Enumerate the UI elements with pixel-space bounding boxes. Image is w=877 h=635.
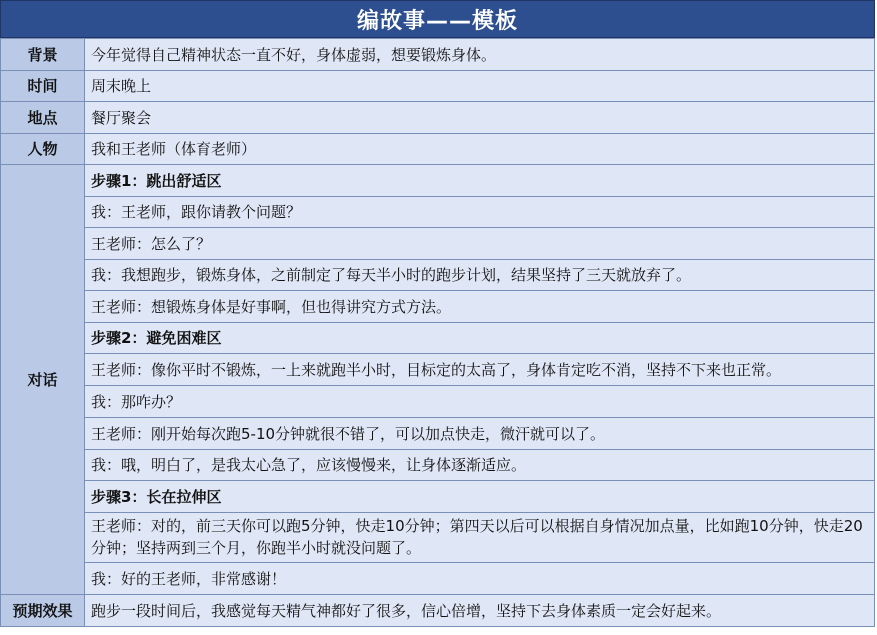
dialogue-line[interactable]: 我：哦，明白了，是我太心急了，应该慢慢来，让身体逐渐适应。: [85, 449, 875, 481]
dialogue-row: [1, 417, 875, 449]
value-background[interactable]: 今年觉得自己精神状态一直不好，身体虚弱，想要锻炼身体。: [85, 39, 875, 71]
value-time[interactable]: 周末晚上: [85, 70, 875, 102]
row-place: [1, 102, 875, 134]
dialogue-row: [1, 354, 875, 386]
dialogue-step-1[interactable]: 步骤1：跳出舒适区: [85, 165, 875, 197]
label-expected: 预期效果: [1, 594, 85, 626]
row-people: [1, 133, 875, 165]
dialogue-row: [1, 259, 875, 291]
label-background: 背景: [1, 39, 85, 71]
label-time: 时间: [1, 70, 85, 102]
dialogue-line[interactable]: 王老师：像你平时不锻炼，一上来就跑半小时，目标定的太高了，身体肯定吃不消，坚持不下来也正常。: [85, 354, 875, 386]
dialogue-step-3[interactable]: 步骤3：长在拉伸区: [85, 481, 875, 513]
dialogue-row: [1, 512, 875, 562]
dialogue-row: [1, 386, 875, 418]
story-table: [0, 38, 875, 627]
dialogue-line[interactable]: 王老师：怎么了？: [85, 228, 875, 260]
dialogue-line[interactable]: 王老师：对的，前三天你可以跑5分钟，快走10分钟；第四天以后可以根据自身情况加点量，比如跑10分钟，快走20分钟；坚持两到三个月，你跑半小时就没问题了。: [85, 512, 875, 562]
dialogue-row: [1, 196, 875, 228]
dialogue-row: [1, 449, 875, 481]
dialogue-row: [1, 322, 875, 354]
value-place[interactable]: 餐厅聚会: [85, 102, 875, 134]
sheet-title: 编故事——模板: [0, 0, 875, 38]
dialogue-row: [1, 291, 875, 323]
dialogue-row: [1, 562, 875, 594]
row-expected: [1, 594, 875, 626]
row-time: [1, 70, 875, 102]
dialogue-line[interactable]: 王老师：想锻炼身体是好事啊，但也得讲究方式方法。: [85, 291, 875, 323]
dialogue-line[interactable]: 王老师：刚开始每次跑5-10分钟就很不错了，可以加点快走，微汗就可以了。: [85, 417, 875, 449]
dialogue-row: [1, 165, 875, 197]
dialogue-row: [1, 228, 875, 260]
dialogue-row: [1, 481, 875, 513]
dialogue-step-2[interactable]: 步骤2：避免困难区: [85, 322, 875, 354]
dialogue-line[interactable]: 我：好的王老师，非常感谢！: [85, 562, 875, 594]
dialogue-line[interactable]: 我：王老师，跟你请教个问题？: [85, 196, 875, 228]
value-expected[interactable]: 跑步一段时间后，我感觉每天精气神都好了很多，信心倍增，坚持下去身体素质一定会好起来。: [85, 594, 875, 626]
dialogue-line[interactable]: 我：我想跑步，锻炼身体，之前制定了每天半小时的跑步计划，结果坚持了三天就放弃了。: [85, 259, 875, 291]
label-dialogue: 对话: [1, 165, 85, 595]
label-place: 地点: [1, 102, 85, 134]
label-people: 人物: [1, 133, 85, 165]
dialogue-line[interactable]: 我：那咋办？: [85, 386, 875, 418]
value-people[interactable]: 我和王老师（体育老师）: [85, 133, 875, 165]
row-background: [1, 39, 875, 71]
